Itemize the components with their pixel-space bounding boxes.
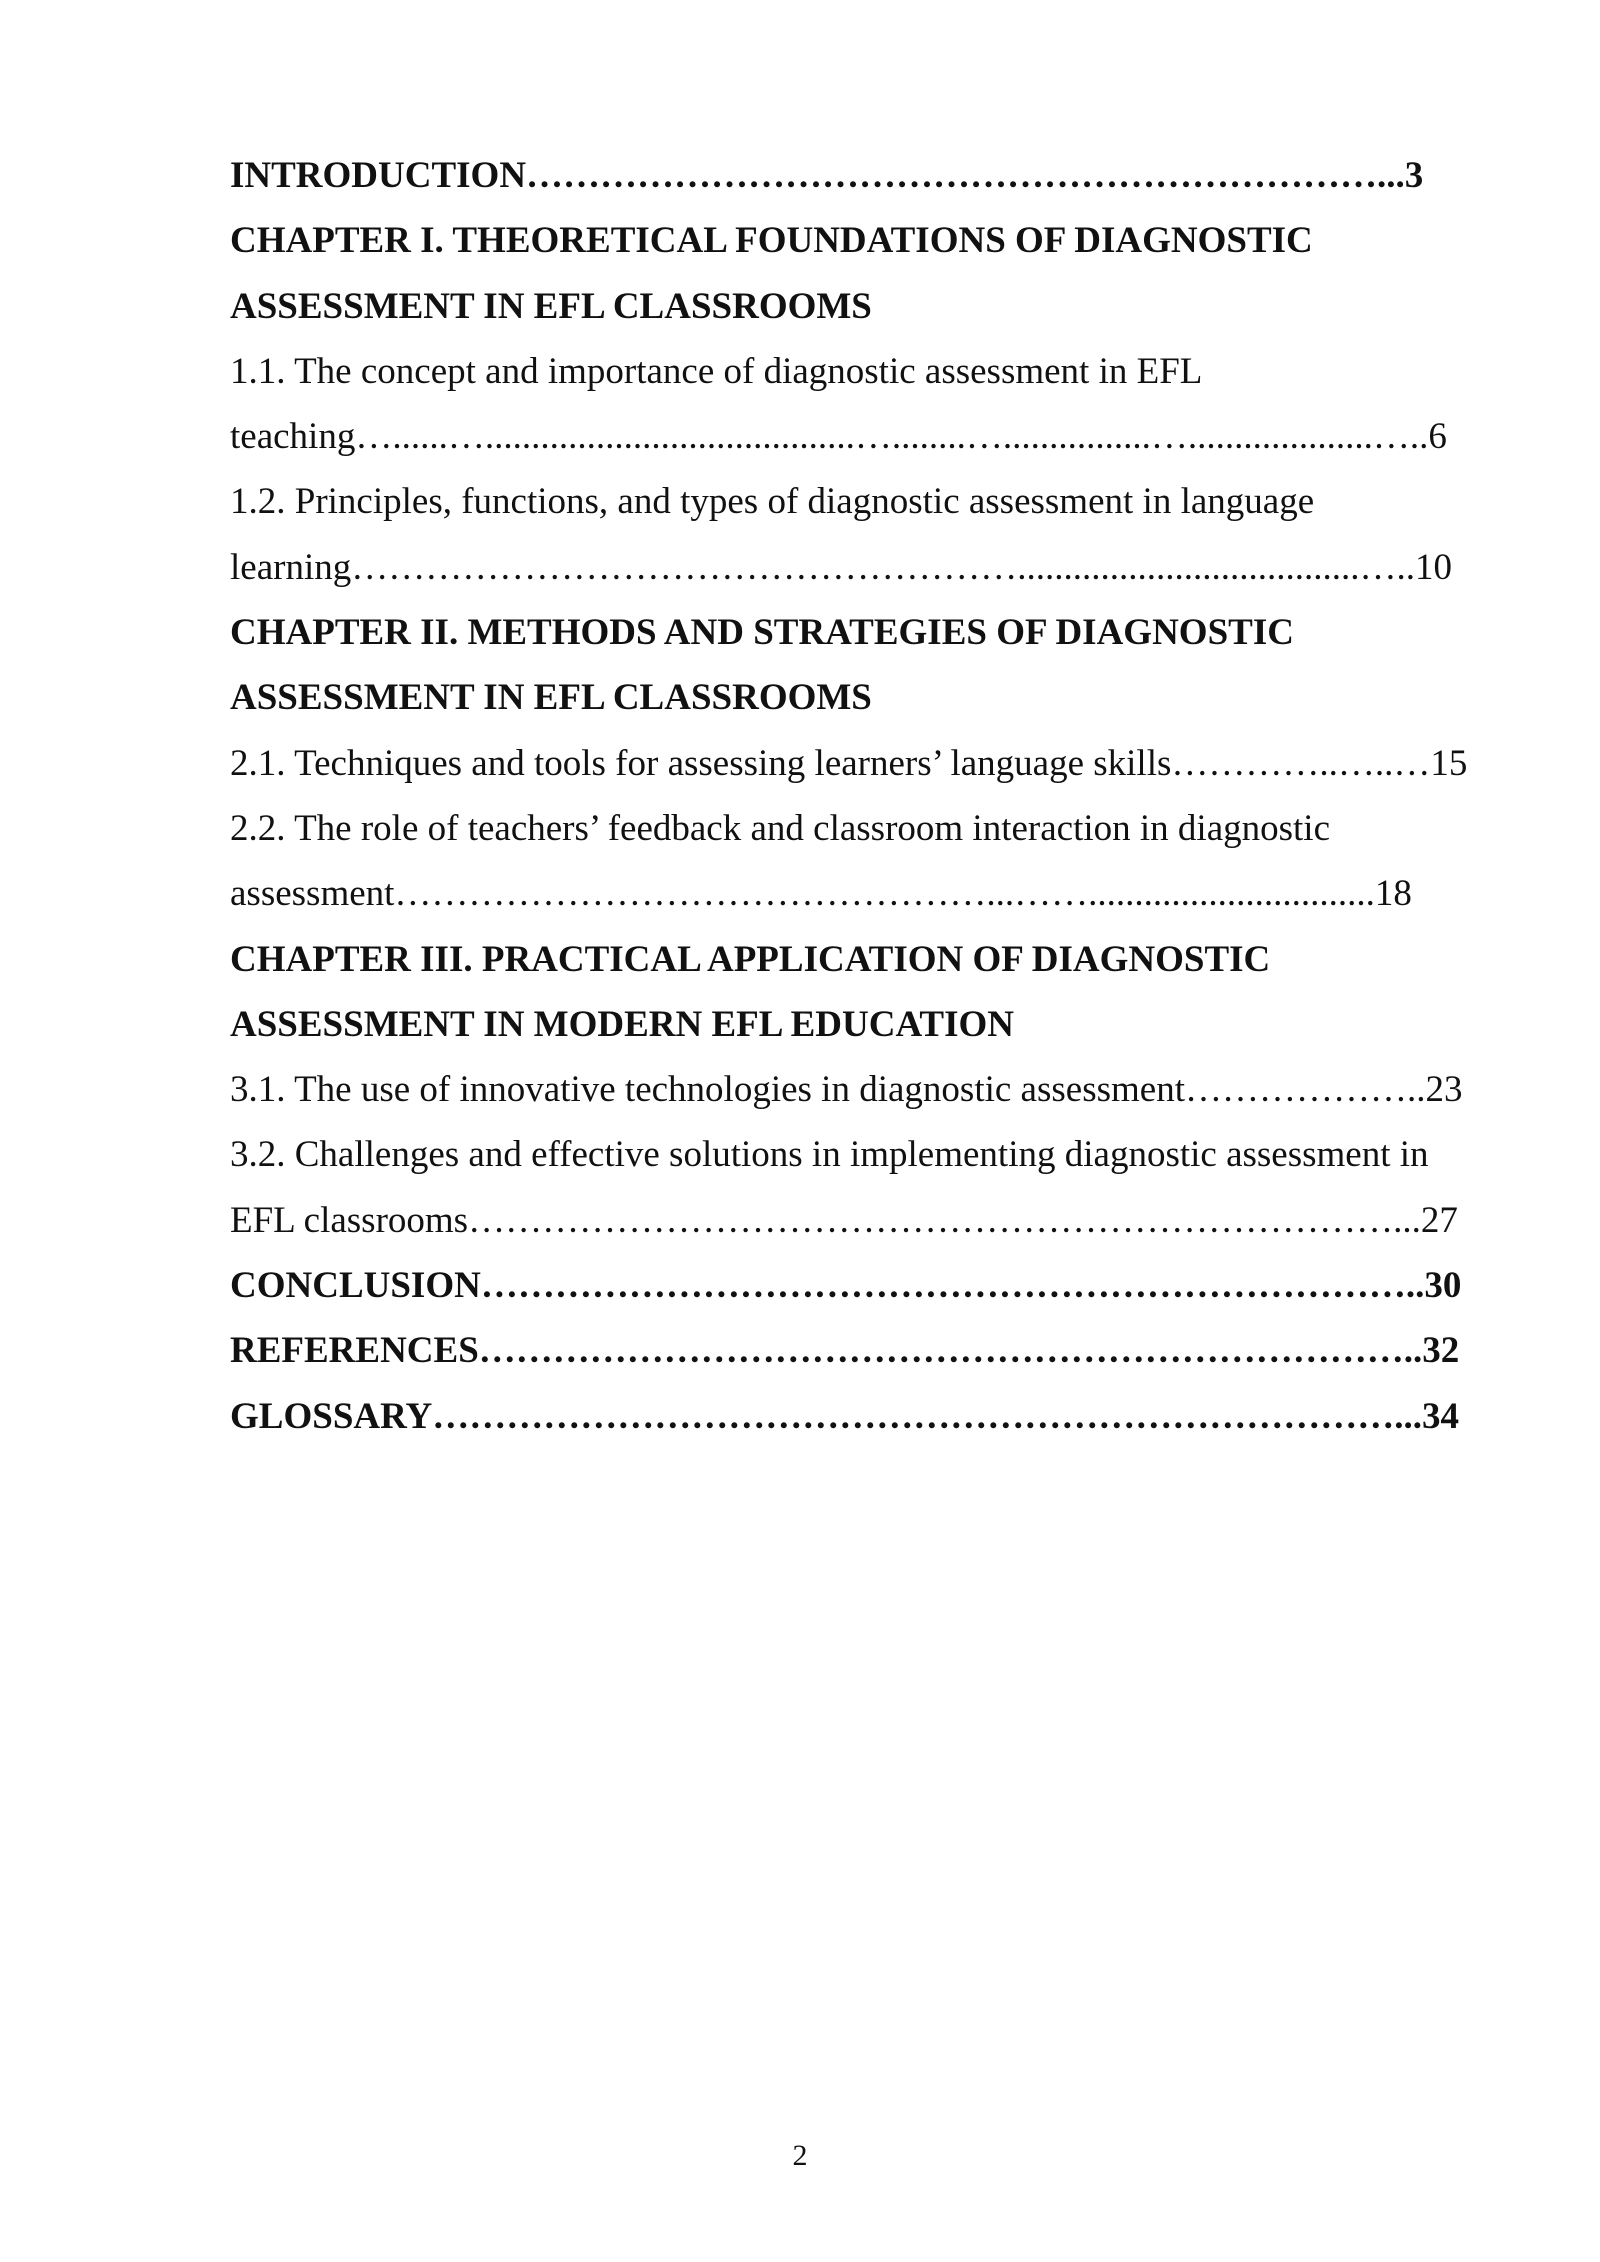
toc-section-2-2-line-1: 2.2. The role of teachers’ feedback and classroom interaction in diagnostic bbox=[230, 807, 1330, 849]
toc-chapter-2-title-line-1: CHAPTER II. METHODS AND STRATEGIES OF DIAGNOSTIC bbox=[230, 612, 1294, 654]
toc-chapter-1-title-line-2: ASSESSMENT IN EFL CLASSROOMS bbox=[230, 285, 872, 327]
toc-section-1-2-line-2: learning……………………………………………….....................................…..10 bbox=[230, 546, 1452, 588]
toc-section-2-2-line-2: assessment…………………………………………...……...............................18 bbox=[230, 873, 1412, 915]
toc-section-1-1-line-1: 1.1. The concept and importance of diagnostic assessment in EFL bbox=[230, 350, 1203, 392]
toc-chapter-2-title-line-2: ASSESSMENT IN EFL CLASSROOMS bbox=[230, 677, 872, 719]
toc-section-1-1-line-2: teaching…......…........................................…........…................…....................…..6 bbox=[230, 416, 1447, 458]
toc-chapter-3-title-line-1: CHAPTER III. PRACTICAL APPLICATION OF DIAGNOSTIC bbox=[230, 938, 1271, 980]
toc-section-2-1: 2.1. Techniques and tools for assessing learners’ language skills…………..…..…15 bbox=[230, 742, 1468, 784]
toc-entry-references: REFERENCES…………………………………………………………………..32 bbox=[230, 1330, 1460, 1372]
page-number: 2 bbox=[792, 2139, 808, 2172]
toc-section-3-2-line-1: 3.2. Challenges and effective solutions in implementing diagnostic assessment in bbox=[230, 1134, 1429, 1176]
toc-section-3-1: 3.1. The use of innovative technologies in diagnostic assessment………………..23 bbox=[230, 1069, 1463, 1111]
toc-chapter-3-title-line-2: ASSESSMENT IN MODERN EFL EDUCATION bbox=[230, 1003, 1015, 1045]
toc-entry-conclusion: CONCLUSION…………………………………………………………………..30 bbox=[230, 1265, 1462, 1307]
table-of-contents bbox=[230, 150, 1490, 1456]
toc-section-1-2-line-1: 1.2. Principles, functions, and types of diagnostic assessment in language bbox=[230, 481, 1315, 523]
toc-entry-introduction: INTRODUCTION……………………………………………………………...3 bbox=[230, 155, 1424, 196]
toc-entry-glossary: GLOSSARY……………………………………………………………………...34 bbox=[230, 1395, 1460, 1437]
toc-section-3-2-line-2: EFL classrooms…………………………………………………………………...27 bbox=[230, 1199, 1458, 1241]
toc-chapter-1-title-line-1: CHAPTER I. THEORETICAL FOUNDATIONS OF DIAGNOSTIC bbox=[230, 220, 1313, 262]
